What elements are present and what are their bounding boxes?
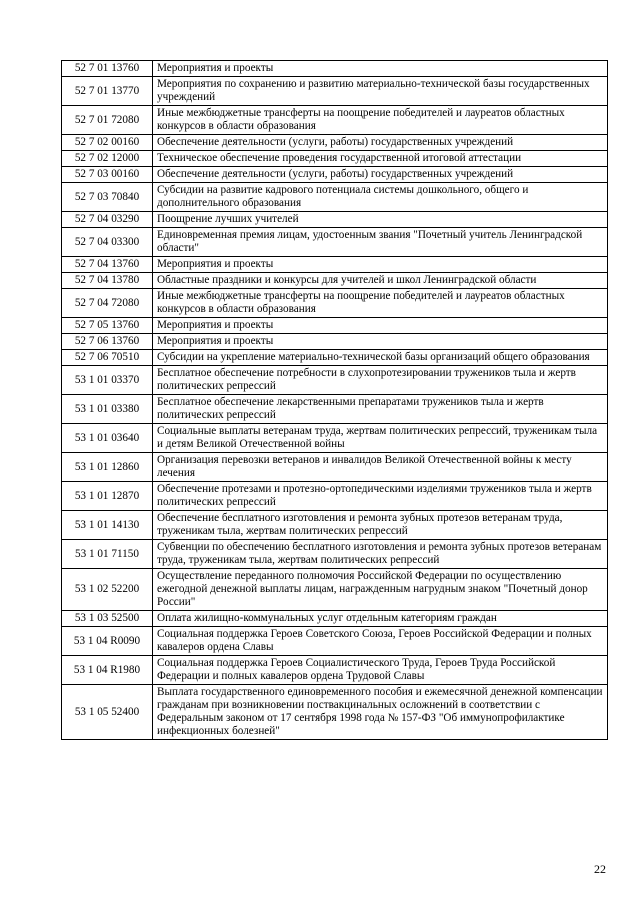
table-row bbox=[62, 289, 608, 318]
row-code: 52 7 05 13760 bbox=[62, 318, 153, 334]
table-row bbox=[62, 212, 608, 228]
row-name: Обеспечение бесплатного изготовления и ремонта зубных протезов ветеранам труда, труженикам тыла, жертвам политических репрессий bbox=[153, 511, 608, 540]
table-row bbox=[62, 106, 608, 135]
table-row bbox=[62, 656, 608, 685]
row-name: Организация перевозки ветеранов и инвалидов Великой Отечественной войны к месту лечения bbox=[153, 453, 608, 482]
row-code: 52 7 01 13760 bbox=[62, 61, 153, 77]
row-code: 53 1 04 R0090 bbox=[62, 627, 153, 656]
table-row bbox=[62, 627, 608, 656]
row-code: 52 7 06 70510 bbox=[62, 350, 153, 366]
row-name: Субсидии на развитие кадрового потенциала системы дошкольного, общего и дополнительного образования bbox=[153, 183, 608, 212]
row-code: 52 7 06 13760 bbox=[62, 334, 153, 350]
row-code: 52 7 02 00160 bbox=[62, 135, 153, 151]
table-row bbox=[62, 685, 608, 740]
row-name: Оплата жилищно-коммунальных услуг отдельным категориям граждан bbox=[153, 611, 608, 627]
row-code: 52 7 04 13780 bbox=[62, 273, 153, 289]
table-row bbox=[62, 167, 608, 183]
row-name: Обеспечение деятельности (услуги, работы) государственных учреждений bbox=[153, 135, 608, 151]
row-name: Обеспечение протезами и протезно-ортопедическими изделиями тружеников тыла и жертв политических репрессий bbox=[153, 482, 608, 511]
row-code: 53 1 05 52400 bbox=[62, 685, 153, 740]
table-row bbox=[62, 77, 608, 106]
table-row bbox=[62, 569, 608, 611]
row-code: 52 7 03 70840 bbox=[62, 183, 153, 212]
row-code: 52 7 02 12000 bbox=[62, 151, 153, 167]
row-code: 52 7 01 13770 bbox=[62, 77, 153, 106]
row-name: Обеспечение деятельности (услуги, работы) государственных учреждений bbox=[153, 167, 608, 183]
row-name: Иные межбюджетные трансферты на поощрение победителей и лауреатов областных конкурсов в области образования bbox=[153, 106, 608, 135]
table-row bbox=[62, 318, 608, 334]
row-code: 52 7 03 00160 bbox=[62, 167, 153, 183]
row-code: 53 1 01 71150 bbox=[62, 540, 153, 569]
table-body bbox=[62, 61, 608, 740]
table-row bbox=[62, 273, 608, 289]
row-code: 53 1 01 14130 bbox=[62, 511, 153, 540]
row-code: 53 1 04 R1980 bbox=[62, 656, 153, 685]
row-name: Единовременная премия лицам, удостоенным звания "Почетный учитель Ленинградской области" bbox=[153, 228, 608, 257]
table-row bbox=[62, 350, 608, 366]
table-row bbox=[62, 135, 608, 151]
row-name: Бесплатное обеспечение потребности в слухопротезировании тружеников тыла и жертв политических репрессий bbox=[153, 366, 608, 395]
row-code: 53 1 01 03370 bbox=[62, 366, 153, 395]
page-number: 22 bbox=[594, 862, 606, 876]
row-name: Выплата государственного единовременного пособия и ежемесячной денежной компенсации гражданам при возникновении поствакцинальных осложнений в соответствии с Федеральным законом от 17 сентября 1998 года № 157-ФЗ "Об иммунопрофилактике инфекционных болезней" bbox=[153, 685, 608, 740]
table-row bbox=[62, 366, 608, 395]
table-row bbox=[62, 424, 608, 453]
row-code: 53 1 01 12870 bbox=[62, 482, 153, 511]
table-row bbox=[62, 334, 608, 350]
table-row bbox=[62, 228, 608, 257]
budget-codes-table bbox=[61, 60, 608, 740]
table-row bbox=[62, 61, 608, 77]
row-code: 52 7 04 03290 bbox=[62, 212, 153, 228]
table-row bbox=[62, 453, 608, 482]
row-code: 52 7 04 13760 bbox=[62, 257, 153, 273]
table-row bbox=[62, 395, 608, 424]
row-name: Мероприятия и проекты bbox=[153, 257, 608, 273]
row-code: 52 7 01 72080 bbox=[62, 106, 153, 135]
row-name: Субсидии на укрепление материально-технической базы организаций общего образования bbox=[153, 350, 608, 366]
row-code: 53 1 02 52200 bbox=[62, 569, 153, 611]
row-code: 52 7 04 72080 bbox=[62, 289, 153, 318]
row-code: 52 7 04 03300 bbox=[62, 228, 153, 257]
row-code: 53 1 01 03640 bbox=[62, 424, 153, 453]
table-row bbox=[62, 511, 608, 540]
table-row bbox=[62, 151, 608, 167]
row-name: Социальная поддержка Героев Советского Союза, Героев Российской Федерации и полных кавалеров ордена Славы bbox=[153, 627, 608, 656]
row-code: 53 1 01 03380 bbox=[62, 395, 153, 424]
row-name: Областные праздники и конкурсы для учителей и школ Ленинградской области bbox=[153, 273, 608, 289]
table-row bbox=[62, 183, 608, 212]
row-name: Техническое обеспечение проведения государственной итоговой аттестации bbox=[153, 151, 608, 167]
row-name: Мероприятия и проекты bbox=[153, 318, 608, 334]
row-name: Осуществление переданного полномочия Российской Федерации по осуществлению ежегодной денежной выплаты лицам, награжденным нагрудным знаком "Почетный донор России" bbox=[153, 569, 608, 611]
row-code: 53 1 03 52500 bbox=[62, 611, 153, 627]
row-code: 53 1 01 12860 bbox=[62, 453, 153, 482]
table-row bbox=[62, 611, 608, 627]
row-name: Мероприятия по сохранению и развитию материально-технической базы государственных учреждений bbox=[153, 77, 608, 106]
row-name: Поощрение лучших учителей bbox=[153, 212, 608, 228]
table-row bbox=[62, 540, 608, 569]
row-name: Бесплатное обеспечение лекарственными препаратами тружеников тыла и жертв политических репрессий bbox=[153, 395, 608, 424]
row-name: Мероприятия и проекты bbox=[153, 334, 608, 350]
table-row bbox=[62, 482, 608, 511]
row-name: Мероприятия и проекты bbox=[153, 61, 608, 77]
row-name: Субвенции по обеспечению бесплатного изготовления и ремонта зубных протезов ветеранам труда, труженикам тыла, жертвам политических репрессий bbox=[153, 540, 608, 569]
row-name: Социальные выплаты ветеранам труда, жертвам политических репрессий, труженикам тыла и детям Великой Отечественной войны bbox=[153, 424, 608, 453]
row-name: Иные межбюджетные трансферты на поощрение победителей и лауреатов областных конкурсов в области образования bbox=[153, 289, 608, 318]
table-row bbox=[62, 257, 608, 273]
row-name: Социальная поддержка Героев Социалистического Труда, Героев Труда Российской Федерации и полных кавалеров ордена Трудовой Славы bbox=[153, 656, 608, 685]
